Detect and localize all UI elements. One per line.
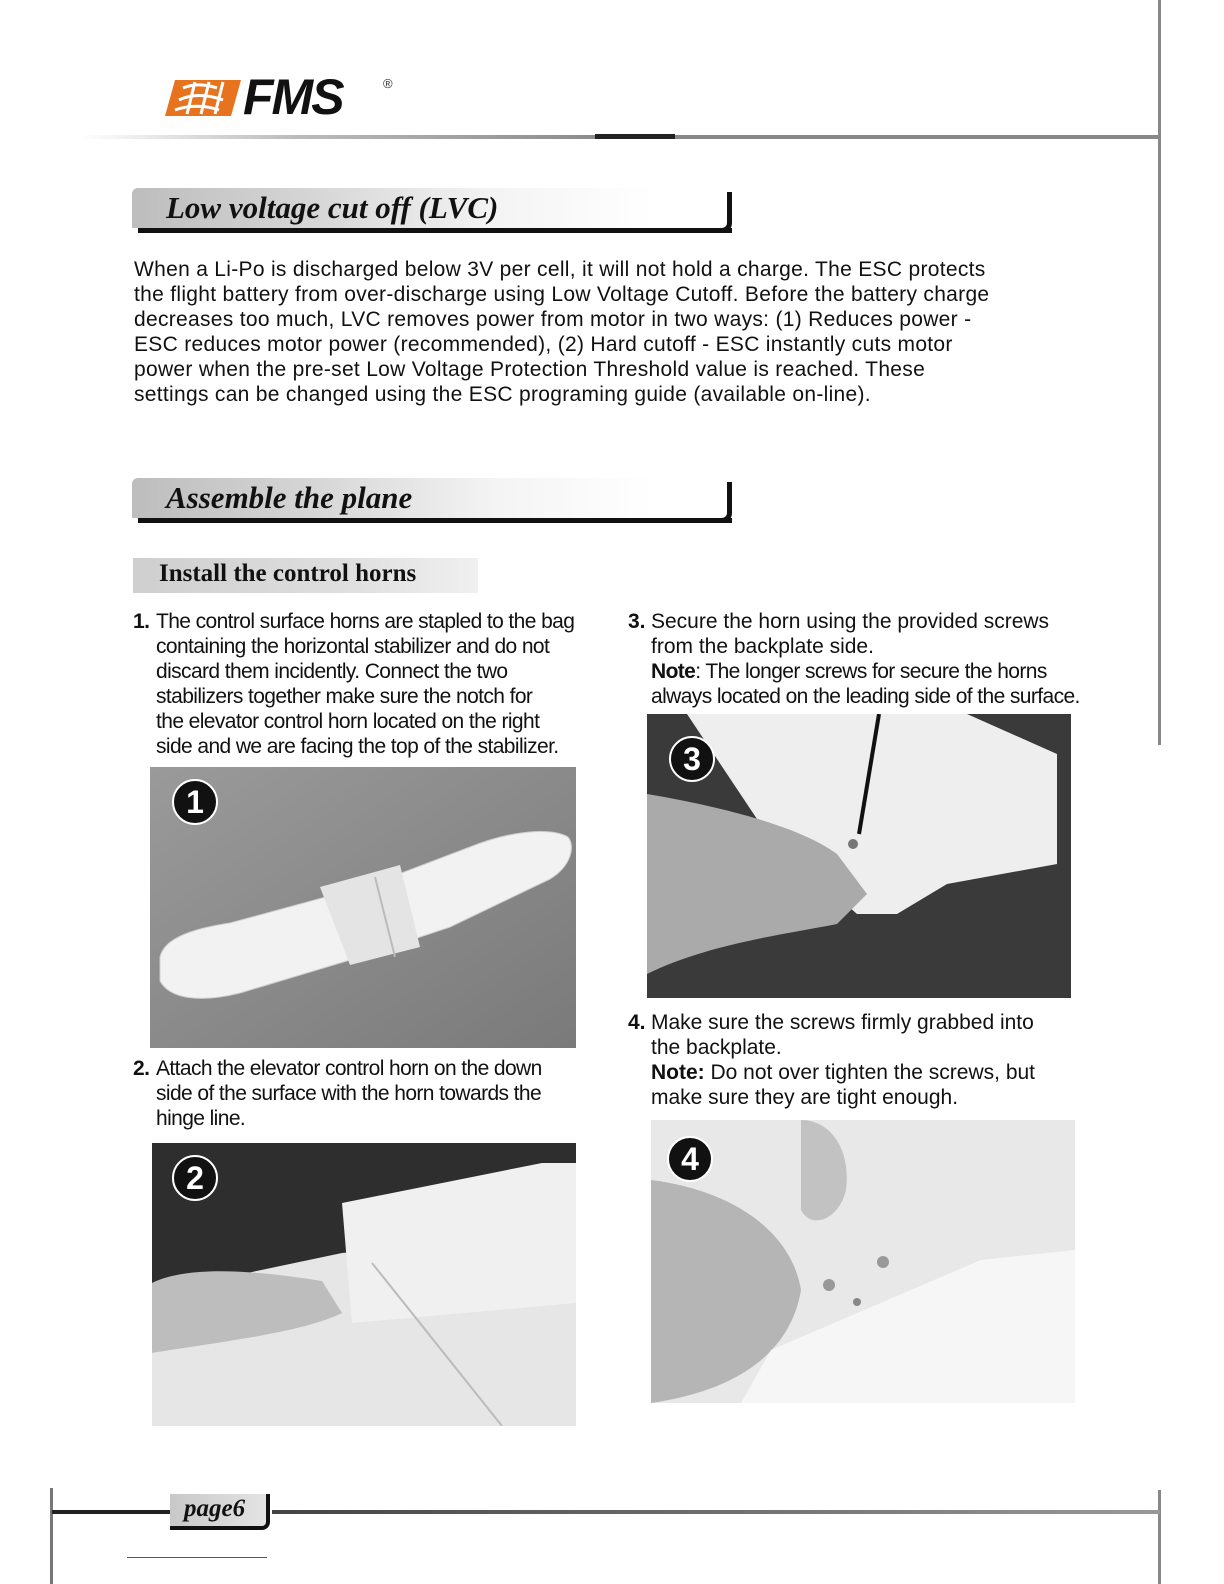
right-margin-rule-bottom <box>1158 1490 1161 1584</box>
photo-tighten-screws <box>651 1120 1075 1403</box>
tighten-screws-illustration <box>651 1120 1075 1403</box>
step-line: containing the horizontal stabilizer and do not <box>156 635 550 658</box>
left-margin-rule-bottom <box>50 1488 53 1584</box>
fms-logo <box>165 69 400 125</box>
step-badge: 4 <box>667 1136 713 1182</box>
photo-secure-horn <box>647 714 1071 998</box>
step-line: side and we are facing the top of the stabilizer. <box>156 735 559 758</box>
lvc-paragraph <box>134 257 1124 407</box>
step-line: stabilizers together make sure the notch for <box>156 685 533 708</box>
paragraph-line: the flight battery from over-discharge using Low Voltage Cutoff. Before the battery charge <box>134 283 990 306</box>
right-margin-rule <box>1158 0 1161 745</box>
step-line: Secure the horn using the provided screws <box>651 610 1050 633</box>
step-badge: 2 <box>172 1155 218 1201</box>
step-line: from the backplate side. <box>651 635 874 658</box>
photo-stabilizer <box>150 767 576 1048</box>
step-line: the elevator control horn located on the right <box>156 710 540 733</box>
step-line: side of the surface with the horn towards the <box>156 1082 542 1105</box>
note-text: Do not over tighten the screws, but <box>704 1061 1036 1084</box>
registered-mark: ® <box>383 76 393 91</box>
footer-link-underline <box>127 1557 267 1558</box>
photo-elevator-horn <box>152 1143 576 1426</box>
paragraph-line: ESC reduces motor power (recommended), (2) Hard cutoff - ESC instantly cuts motor <box>134 333 953 356</box>
step-3 <box>628 609 1148 713</box>
step-number: 3. <box>628 610 646 633</box>
step-number: 2. <box>133 1057 150 1080</box>
section-title: Low voltage cut off (LVC) <box>166 190 499 225</box>
step-line: The control surface horns are stapled to the bag <box>156 610 575 633</box>
page-number-tab <box>170 1494 270 1530</box>
note-text: make sure they are tight enough. <box>651 1086 959 1109</box>
step-2 <box>133 1056 613 1134</box>
step-1 <box>133 609 613 761</box>
step-number: 1. <box>133 610 150 633</box>
paragraph-line: settings can be changed using the ESC programing guide (available on-line). <box>134 383 871 406</box>
note-text: always located on the leading side of the surface. <box>651 685 1080 708</box>
step-line: Make sure the screws firmly grabbed into <box>651 1011 1034 1034</box>
step-4 <box>628 1010 1148 1114</box>
fms-logo-mark-icon <box>165 78 241 118</box>
paragraph-line: decreases too much, LVC removes power from motor in two ways: (1) Reduces power - <box>134 308 972 331</box>
note-label: Note: <box>651 1061 705 1084</box>
subheading-control-horns <box>133 558 478 593</box>
step-badge: 3 <box>669 736 715 782</box>
step-line: the backplate. <box>651 1036 782 1059</box>
section-title: Assemble the plane <box>166 480 413 515</box>
section-heading-lvc <box>132 188 732 236</box>
step-number: 4. <box>628 1011 646 1034</box>
note-label: Note <box>651 660 696 683</box>
step-badge: 1 <box>172 779 218 825</box>
paragraph-line: power when the pre-set Low Voltage Protection Threshold value is reached. These <box>134 358 926 381</box>
footer-divider-right <box>272 1510 1160 1514</box>
subheading-text: Install the control horns <box>159 560 417 587</box>
brand-name: FMS <box>243 69 343 125</box>
step-line: Attach the elevator control horn on the down <box>156 1057 542 1080</box>
footer-divider-left <box>52 1510 172 1514</box>
header-divider-accent <box>595 134 675 139</box>
section-heading-assemble <box>132 478 732 526</box>
page-number: page6 <box>184 1495 246 1522</box>
paragraph-line: When a Li-Po is discharged below 3V per cell, it will not hold a charge. The ESC protects <box>134 258 986 281</box>
step-line: hinge line. <box>156 1107 246 1130</box>
note-text: : The longer screws for secure the horns <box>695 660 1047 683</box>
step-line: discard them incidently. Connect the two <box>156 660 508 683</box>
